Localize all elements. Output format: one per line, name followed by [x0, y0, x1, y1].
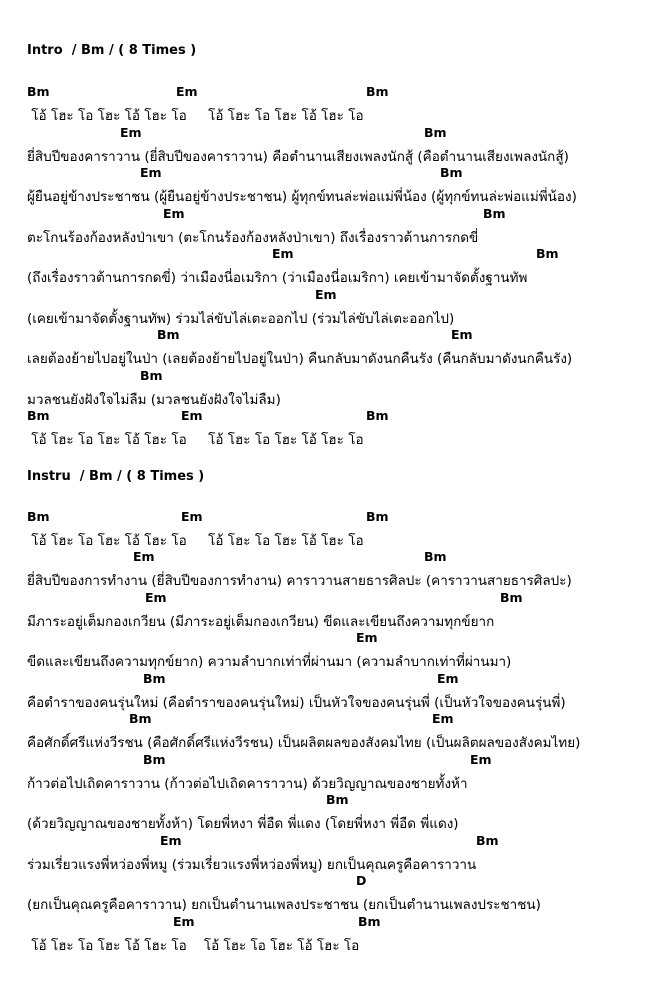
chord-label: Em: [451, 327, 473, 342]
chord-label: Em: [470, 752, 492, 767]
chord-row: [0, 752, 660, 772]
chord-label: Bm: [536, 246, 559, 261]
chord-label: Em: [432, 711, 454, 726]
chord-label: Em: [181, 408, 203, 423]
lyric-line: มีภาระอยู่เต็มกองเกวียน (มีภาระอยู่เต็มกองเกวียน) ขีดและเขียนถึงความทุกข์ยาก: [27, 614, 495, 630]
chord-row: [0, 84, 660, 104]
chord-label: Bm: [366, 84, 389, 99]
chord-label: Bm: [326, 792, 349, 807]
chord-label: Bm: [358, 914, 381, 929]
chord-row: [0, 873, 660, 893]
chord-label: Em: [133, 549, 155, 564]
lyric-row: [0, 812, 660, 832]
chord-label: Em: [173, 914, 195, 929]
lyric-line: โอ้ โฮะ โอ โฮะ โอ้ โฮะ โอ โอ้ โฮะ โอ โฮะ โอ้ โฮะ โอ: [27, 108, 364, 124]
lyric-row: [0, 731, 660, 751]
chord-label: Em: [181, 509, 203, 524]
lyric-row: [0, 772, 660, 792]
chord-label: Bm: [440, 165, 463, 180]
chord-label: Bm: [366, 408, 389, 423]
section-heading: Intro / Bm / ( 8 Times ): [27, 43, 197, 58]
lyric-row: [0, 307, 660, 327]
lyric-line: ก้าวต่อไปเถิดคาราวาน (ก้าวต่อไปเถิดคาราวาน) ด้วยวิญญาณของชายทั้งห้า: [27, 776, 468, 792]
chord-label: Bm: [129, 711, 152, 726]
lyric-row: [0, 226, 660, 246]
chord-label: Bm: [424, 125, 447, 140]
lyric-line: ขีดและเขียนถึงความทุกข์ยาก) ความลำบากเท่าที่ผ่านมา (ความลำบากเท่าที่ผ่านมา): [27, 654, 512, 670]
lyric-line: ตะโกนร้องก้องหลังป่าเขา (ตะโกนร้องก้องหลังป่าเขา) ถึงเรื่องราวต้านการกดขี่: [27, 230, 479, 246]
lyric-line: ยี่สิบปีของการทำงาน (ยี่สิบปีของการทำงาน) คาราวานสายธารศิลปะ (คาราวานสายธารศิลปะ): [27, 573, 572, 589]
chord-row: [0, 287, 660, 307]
chord-label: Bm: [27, 509, 50, 524]
lyric-row: [0, 185, 660, 205]
chord-label: Bm: [424, 549, 447, 564]
chord-label: Em: [437, 671, 459, 686]
lyric-line: โอ้ โฮะ โอ โฮะ โอ้ โฮะ โอ โอ้ โฮะ โอ โฮะ โอ้ โฮะ โอ: [27, 938, 360, 954]
chord-label: Bm: [476, 833, 499, 848]
lyric-row: [0, 104, 660, 124]
lyric-line: ยี่สิบปีของคาราวาน (ยี่สิบปีของคาราวาน) คือตำนานเสียงเพลงนักสู้ (คือตำนานเสียงเพลงนักสู้): [27, 149, 569, 165]
chord-label: Em: [145, 590, 167, 605]
lyric-row: [0, 388, 660, 408]
lyric-line: (ด้วยวิญญาณของชายทั้งห้า) โดยพี่หงา พี่อืด พี่แดง (โดยพี่หงา พี่อืด พี่แดง): [27, 816, 459, 832]
chord-label: Bm: [157, 327, 180, 342]
section-heading: Instru / Bm / ( 8 Times ): [27, 469, 205, 484]
lyric-row: [0, 691, 660, 711]
chord-row: [0, 327, 660, 347]
lyric-line: (ถึงเรื่องราวต้านการกดขี่) ว่าเมืองนี่อเมริกา (ว่าเมืองนี่อเมริกา) เคยเข้ามาจัดตั้งฐานทัพ: [27, 270, 528, 286]
lyric-row: [0, 428, 660, 448]
chord-row: [0, 792, 660, 812]
chord-label: Em: [163, 206, 185, 221]
chord-row: [0, 408, 660, 428]
chord-row: [0, 246, 660, 266]
lyric-row: [0, 266, 660, 286]
chord-label: Bm: [143, 671, 166, 686]
chord-row: [0, 833, 660, 853]
chord-row: [0, 509, 660, 529]
lyric-row: [0, 934, 660, 954]
lyric-line: (ยกเป็นคุณครูคือคาราวาน) ยกเป็นตำนานเพลงประชาชน (ยกเป็นตำนานเพลงประชาชน): [27, 897, 541, 913]
chord-row: [0, 630, 660, 650]
chord-row: [0, 368, 660, 388]
chord-label: Em: [356, 630, 378, 645]
chord-label: Bm: [143, 752, 166, 767]
chord-label: D: [356, 873, 367, 888]
chord-row: [0, 549, 660, 569]
chord-label: Em: [176, 84, 198, 99]
lyric-line: เลยต้องย้ายไปอยู่ในป่า (เลยต้องย้ายไปอยู่ในป่า) คืนกลับมาดังนกคืนรัง (คืนกลับมาดังนกคืนรัง): [27, 351, 573, 367]
chord-label: Em: [120, 125, 142, 140]
chord-row: [0, 165, 660, 185]
chord-label: Bm: [27, 84, 50, 99]
chord-label: Em: [160, 833, 182, 848]
chord-row: [0, 125, 660, 145]
chord-label: Em: [272, 246, 294, 261]
chord-row: [0, 671, 660, 691]
chord-label: Em: [140, 165, 162, 180]
lyric-row: [0, 610, 660, 630]
lyric-row: [0, 529, 660, 549]
lyric-line: ผู้ยืนอยู่ข้างประชาชน (ผู้ยืนอยู่ข้างประชาชน) ผู้ทุกข์ทนล่ะพ่อแม่พี่น้อง (ผู้ทุกข์ทนล่ะพ่อแม่พี่น้อง): [27, 189, 577, 205]
chord-label: Em: [315, 287, 337, 302]
chord-row: [0, 711, 660, 731]
lyric-row: [0, 145, 660, 165]
lyric-row: [0, 569, 660, 589]
lyric-line: คือตำราของคนรุ่นใหม่ (คือตำราของคนรุ่นใหม่) เป็นหัวใจของคนรุ่นพี่ (เป็นหัวใจของคนรุ่นพี่): [27, 695, 566, 711]
lyric-row: [0, 650, 660, 670]
chord-label: Bm: [500, 590, 523, 605]
chord-label: Bm: [366, 509, 389, 524]
chord-row: [0, 206, 660, 226]
chord-label: Bm: [483, 206, 506, 221]
chord-row: [0, 590, 660, 610]
lyric-row: [0, 893, 660, 913]
chord-label: Bm: [140, 368, 163, 383]
chord-row: [0, 914, 660, 934]
lyric-line: มวลชนยังฝังใจไม่ลืม (มวลชนยังฝังใจไม่ลืม): [27, 392, 281, 408]
lyric-line: คือศักดิ์ศรีแห่งวีรชน (คือศักดิ์ศรีแห่งวีรชน) เป็นผลิตผลของสังคมไทย (เป็นผลิตผลของสังคมไทย): [27, 735, 581, 751]
lyric-line: โอ้ โฮะ โอ โฮะ โอ้ โฮะ โอ โอ้ โฮะ โอ โฮะ โอ้ โฮะ โอ: [27, 533, 364, 549]
lyric-row: [0, 853, 660, 873]
lyric-line: (เคยเข้ามาจัดตั้งฐานทัพ) ร่วมไล่ขับไล่เตะออกไป (ร่วมไล่ขับไล่เตะออกไป): [27, 311, 455, 327]
lyric-line: ร่วมเรี่ยวแรงพี่หว่องพี่หมู (ร่วมเรี่ยวแรงพี่หว่องพี่หมู) ยกเป็นคุณครูคือคาราวาน: [27, 857, 477, 873]
lyric-line: โอ้ โฮะ โอ โฮะ โอ้ โฮะ โอ โอ้ โฮะ โอ โฮะ โอ้ โฮะ โอ: [27, 432, 364, 448]
chord-label: Bm: [27, 408, 50, 423]
lyric-row: [0, 347, 660, 367]
